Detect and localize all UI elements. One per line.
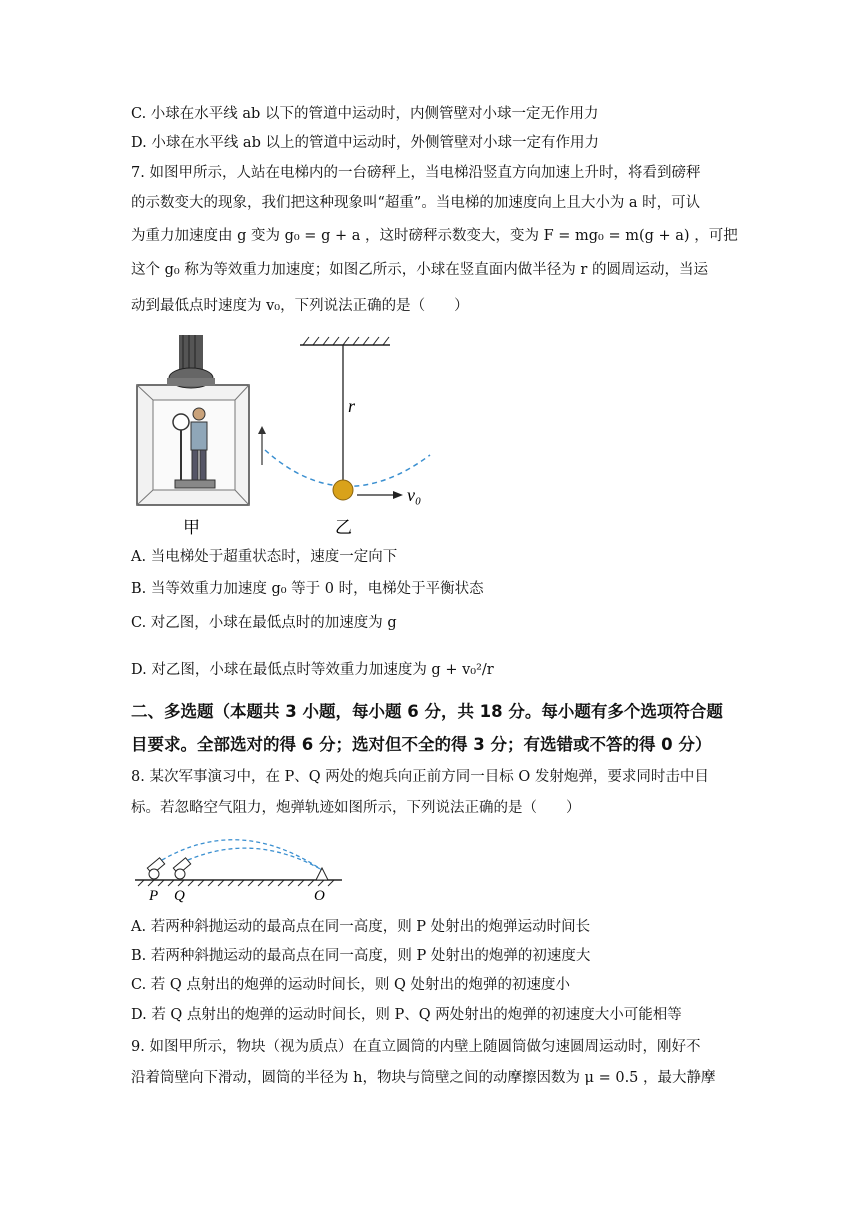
elevator-illustration bbox=[137, 335, 266, 505]
question-7-option-d: D. 对乙图，小球在最低点时等效重力加速度为 g + v₀²/r bbox=[131, 662, 494, 678]
question-7-line-4: 这个 g₀ 称为等效重力加速度；如图乙所示，小球在竖直面内做半径为 r 的圆周运动，当运 bbox=[131, 262, 708, 278]
question-8-option-b: B. 若两种斜抛运动的最高点在同一高度，则 P 处射出的炮弹的初速度大 bbox=[131, 948, 591, 964]
question-8-option-c: C. 若 Q 点射出的炮弹的运动时间长，则 Q 处射出的炮弹的初速度小 bbox=[131, 977, 571, 993]
point-o-label: O bbox=[314, 888, 325, 904]
option-c-prev: C. 小球在水平线 ab 以下的管道中运动时，内侧管壁对小球一定无作用力 bbox=[131, 106, 599, 122]
question-8-line-1: 8. 某次军事演习中，在 P、Q 两处的炮兵向正前方同一目标 O 发射炮弹，要求同时击中目 bbox=[131, 769, 709, 785]
question-7-line-1: 7. 如图甲所示，人站在电梯内的一台磅秤上，当电梯沿竖直方向加速上升时，将看到磅秤 bbox=[131, 165, 701, 181]
question-9-line-1: 9. 如图甲所示，物块（视为质点）在直立圆筒的内壁上随圆筒做匀速圆周运动时，刚好不 bbox=[131, 1039, 701, 1055]
question-7-line-2: 的示数变大的现象，我们把这种现象叫“超重”。当电梯的加速度向上且大小为 a 时，可认 bbox=[131, 195, 701, 211]
point-q-label: Q bbox=[174, 888, 185, 904]
question-8-option-a: A. 若两种斜抛运动的最高点在同一高度，则 P 处射出的炮弹运动时间长 bbox=[131, 919, 591, 935]
cannon-p bbox=[147, 858, 164, 879]
figure-yi-label: 乙 bbox=[335, 518, 352, 537]
question-7-option-c: C. 对乙图，小球在最低点时的加速度为 g bbox=[131, 615, 397, 631]
pendulum-diagram bbox=[265, 337, 430, 500]
question-7-option-a: A. 当电梯处于超重状态时，速度一定向下 bbox=[131, 549, 398, 565]
section-2-heading-line-2: 目要求。全部选对的得 6 分；选对但不全的得 3 分；有选错或不答的得 0 分） bbox=[131, 735, 712, 754]
question-7-option-b: B. 当等效重力加速度 g₀ 等于 0 时，电梯处于平衡状态 bbox=[131, 581, 484, 597]
radius-label: r bbox=[348, 396, 356, 416]
velocity-label: v₀ bbox=[407, 485, 422, 505]
figure-jia-label: 甲 bbox=[183, 518, 200, 537]
figure-8 bbox=[130, 820, 350, 905]
question-9-line-2: 沿着筒壁向下滑动，圆筒的半径为 h，物块与筒壁之间的动摩擦因数为 μ = 0.5 ，最大静摩 bbox=[131, 1070, 716, 1086]
point-p-label: P bbox=[149, 888, 159, 904]
section-2-heading-line-1: 二、多选题（本题共 3 小题，每小题 6 分，共 18 分。每小题有多个选项符合题 bbox=[131, 702, 723, 721]
cannon-q bbox=[173, 858, 190, 879]
question-8-line-2: 标。若忽略空气阻力，炮弹轨迹如图所示，下列说法正确的是（ ） bbox=[131, 800, 581, 816]
question-8-option-d: D. 若 Q 点射出的炮弹的运动时间长，则 P、Q 两处射出的炮弹的初速度大小可能相等 bbox=[131, 1007, 682, 1023]
question-7-line-5: 动到最低点时速度为 v₀，下列说法正确的是（ ） bbox=[131, 298, 469, 314]
figure-7 bbox=[125, 330, 455, 545]
question-7-line-3: 为重力加速度由 g 变为 g₀ = g + a ，这时磅秤示数变大，变为 F = mg₀ = m(g + a) ，可把 bbox=[131, 228, 738, 244]
option-d-prev: D. 小球在水平线 ab 以上的管道中运动时，外侧管壁对小球一定有作用力 bbox=[131, 135, 599, 151]
